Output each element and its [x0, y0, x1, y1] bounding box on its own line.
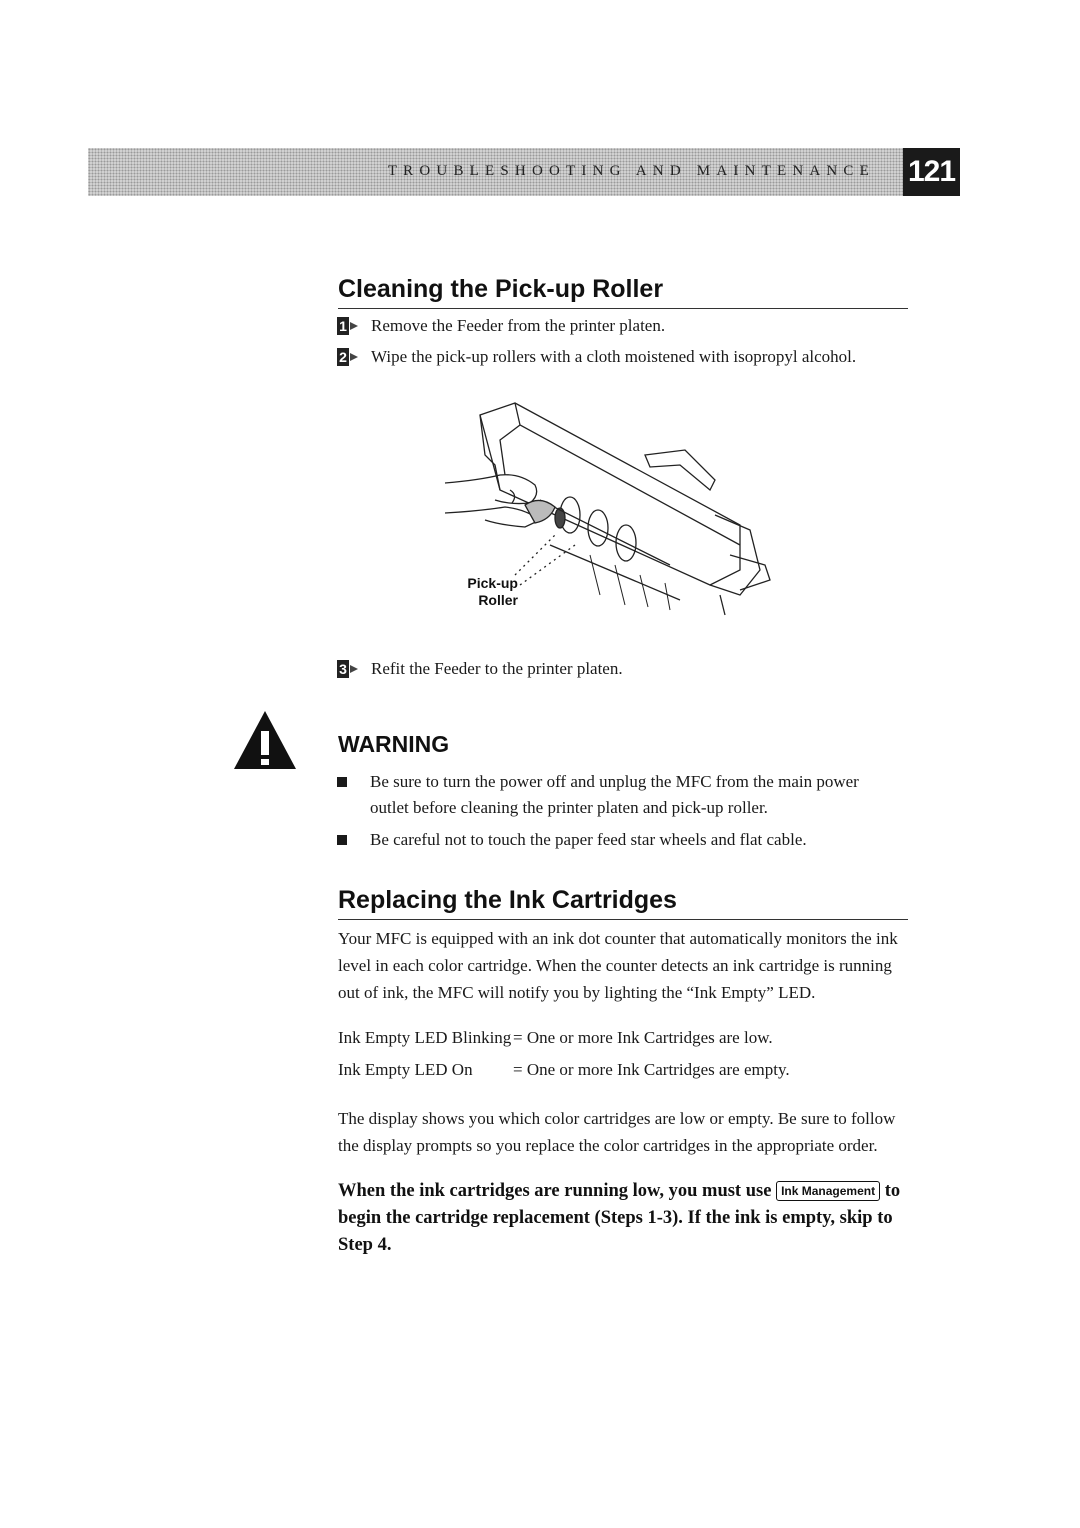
led-state-label: Ink Empty LED Blinking — [338, 1028, 512, 1047]
step-3 — [337, 659, 623, 679]
step-number: 1 — [337, 317, 349, 335]
step-number: 3 — [337, 660, 349, 678]
section-title-replacing: Replacing the Ink Cartridges — [338, 886, 908, 920]
warning-item-text: Be careful not to touch the paper feed star wheels and flat cable. — [370, 830, 807, 849]
step-number: 2 — [337, 348, 349, 366]
intro-paragraph: Your MFC is equipped with an ink dot counter that automatically monitors the ink level in each color cartridge. When the counter detects an ink cartridge is running out of ink, the MFC will notify you by lighting the “Ink Empty” LED. — [338, 929, 898, 1002]
step-number-badge — [337, 316, 365, 336]
header-band — [88, 148, 903, 196]
led-state-meaning: = One or more Ink Cartridges are low. — [513, 1028, 773, 1047]
step-text: Wipe the pick-up rollers with a cloth moistened with isopropyl alcohol. — [371, 347, 857, 366]
instruction-after: to begin the cartridge replacement (Steps 1-3). If the ink is empty, skip to Step 4. — [338, 1181, 901, 1255]
led-state-meaning: = One or more Ink Cartridges are empty. — [513, 1060, 790, 1079]
pickup-roller-illustration — [440, 395, 780, 640]
led-state-label: Ink Empty LED On — [338, 1060, 473, 1079]
step-2 — [337, 347, 856, 367]
warning-item-text: Be sure to turn the power off and unplug the MFC from the main power outlet before cleaning the printer platen and pick-up roller. — [370, 772, 859, 817]
led-state-row — [338, 1060, 790, 1080]
warning-icon — [232, 709, 298, 771]
warning-item — [337, 827, 897, 853]
instruction-before: When the ink cartridges are running low, you must use — [338, 1181, 772, 1201]
warning-item — [337, 769, 897, 821]
page-number: 121 — [903, 148, 960, 196]
section-title-cleaning: Cleaning the Pick-up Roller — [338, 275, 908, 309]
step-number-badge — [337, 347, 365, 367]
display-note: The display shows you which color cartridges are low or empty. Be sure to follow the display prompts so you replace the color cartridges in the appropriate order. — [338, 1109, 896, 1155]
led-state-row — [338, 1028, 773, 1048]
warning-title: WARNING — [338, 731, 450, 757]
step-number-badge — [337, 659, 365, 679]
running-title: TROUBLESHOOTING AND MAINTENANCE — [387, 163, 875, 179]
step-text: Remove the Feeder from the printer platen. — [371, 316, 666, 335]
ink-management-key: Ink Management — [776, 1181, 880, 1201]
step-text: Refit the Feeder to the printer platen. — [371, 659, 623, 678]
step-1 — [337, 316, 665, 336]
instruction-paragraph — [338, 1178, 908, 1259]
figure-label-roller: Roller — [478, 592, 518, 608]
figure-label-pickup: Pick-up — [467, 575, 518, 591]
